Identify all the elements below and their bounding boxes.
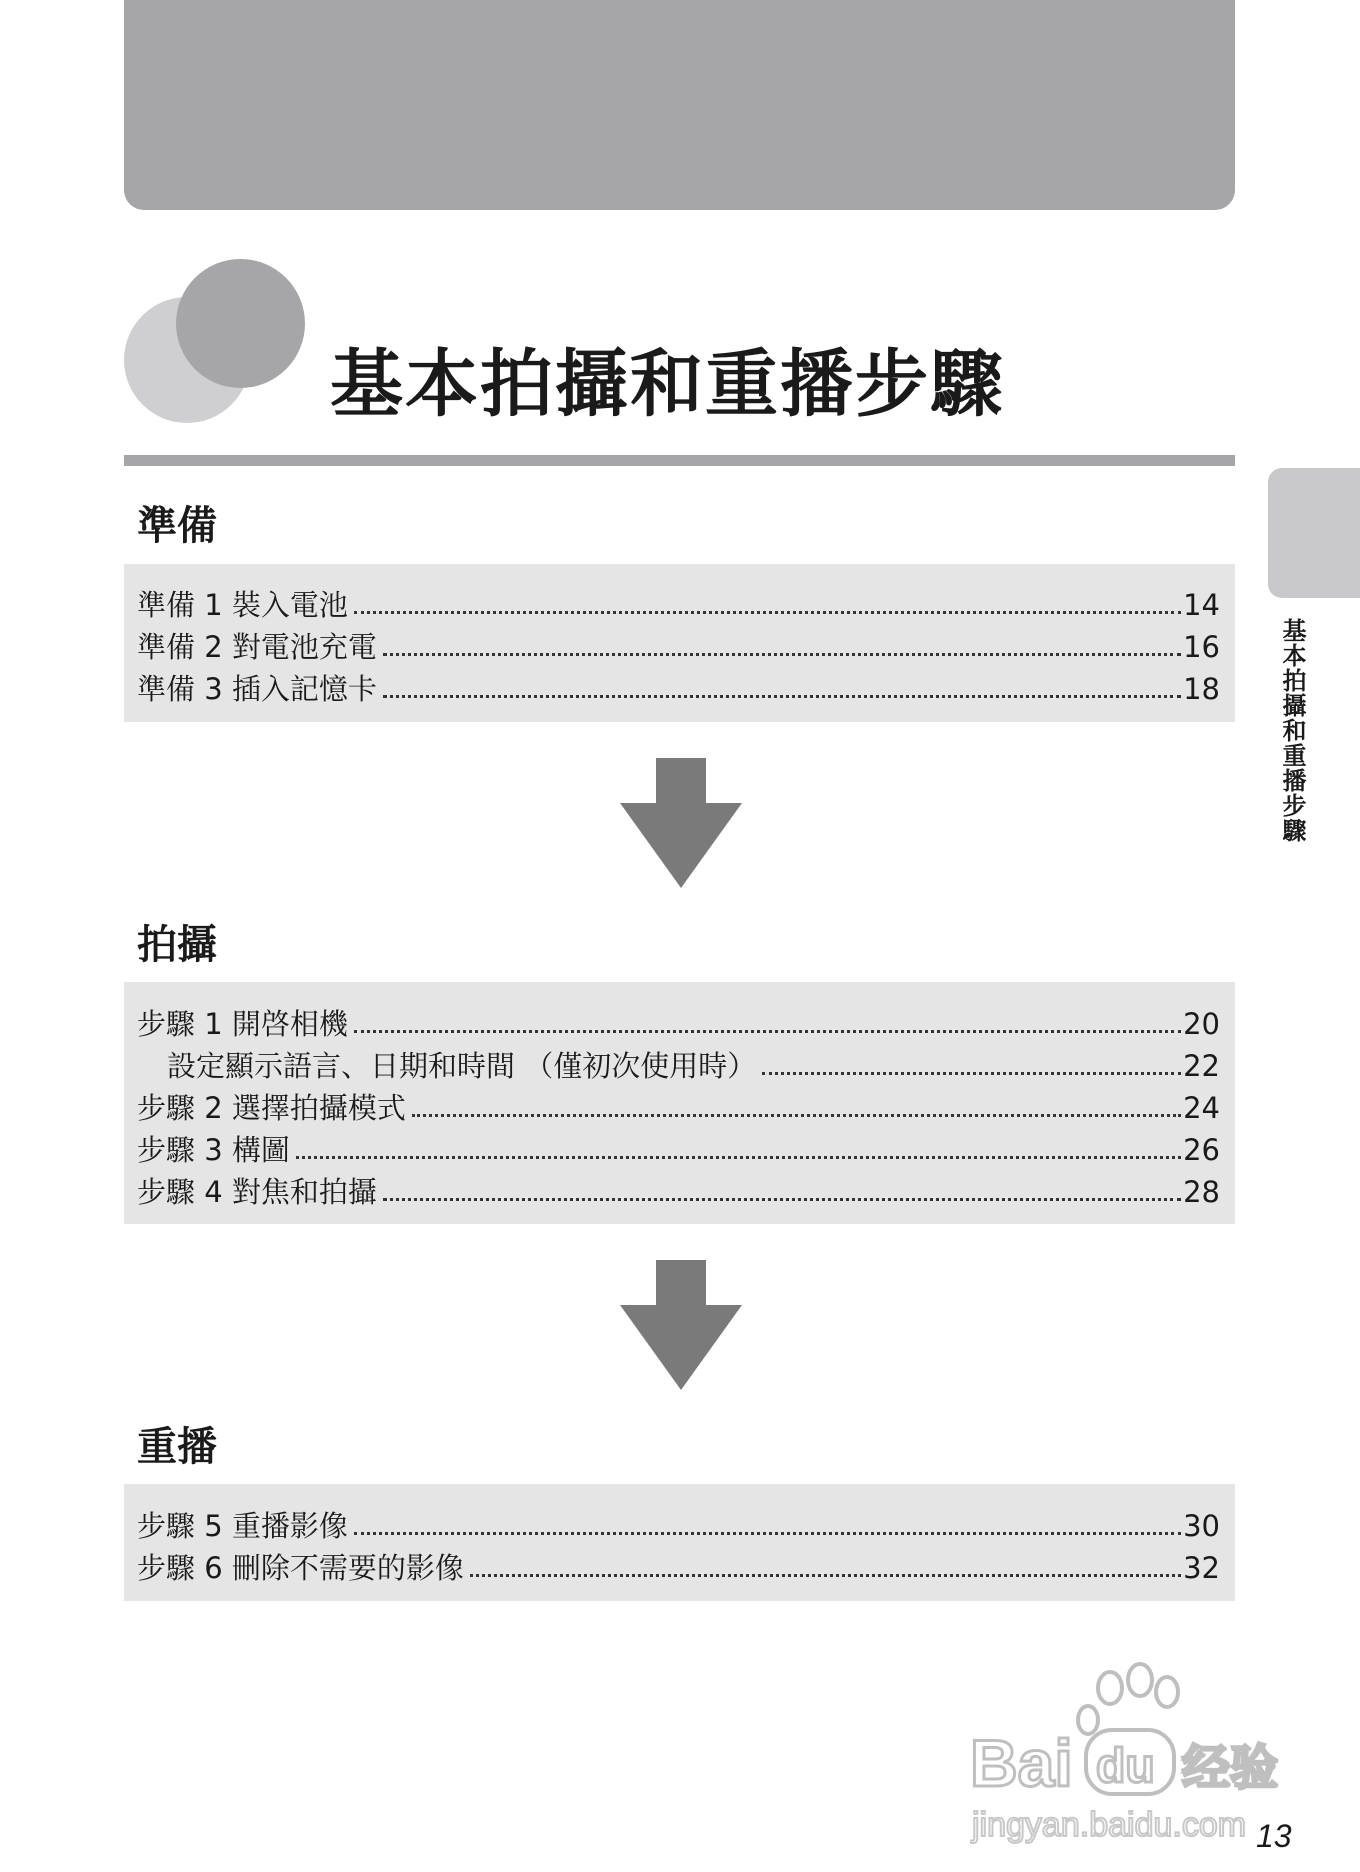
leader-dots (354, 1532, 1181, 1535)
toc-item[interactable] (137, 1509, 1220, 1543)
side-tab (1268, 468, 1360, 598)
toc-item-page: 28 (1183, 1175, 1220, 1209)
leader-dots (354, 1030, 1181, 1033)
section-heading-playback: 重播 (137, 1424, 217, 1470)
toc-item-page: 20 (1183, 1007, 1220, 1041)
leader-dots (412, 1114, 1181, 1117)
toc-item[interactable] (137, 588, 1220, 622)
leader-dots (296, 1156, 1181, 1159)
toc-item-page: 16 (1183, 630, 1220, 664)
svg-text:du: du (1096, 1740, 1155, 1793)
toc-item[interactable] (137, 1133, 1220, 1167)
toc-item-label: 步驟 3 構圖 (137, 1133, 290, 1167)
section-heading-prepare: 準備 (137, 503, 217, 549)
toc-item-label: 步驟 6 刪除不需要的影像 (137, 1551, 464, 1585)
down-arrow-icon (620, 758, 742, 888)
watermark-cn: 经验 (1182, 1740, 1279, 1796)
toc-item-page: 14 (1183, 588, 1220, 622)
toc-box-prepare (124, 564, 1235, 722)
decorative-circle-dark (176, 259, 305, 388)
toc-item-label: 設定顯示語言、日期和時間 （僅初次使用時） (167, 1049, 757, 1083)
toc-item-page: 32 (1183, 1551, 1220, 1585)
toc-item[interactable] (137, 672, 1220, 706)
toc-item[interactable] (137, 1007, 1220, 1041)
header-band (124, 0, 1235, 210)
baidu-watermark (960, 1658, 1300, 1868)
toc-item-label: 準備 1 裝入電池 (137, 588, 348, 622)
toc-item-label: 步驟 2 選擇拍攝模式 (137, 1091, 406, 1125)
toc-item-page: 18 (1183, 672, 1220, 706)
toc-item-label: 步驟 4 對焦和拍攝 (137, 1175, 377, 1209)
toc-item[interactable] (137, 1091, 1220, 1125)
toc-item-page: 30 (1183, 1509, 1220, 1543)
watermark-url: jingyan.baidu.com (972, 1806, 1247, 1844)
leader-dots (383, 653, 1181, 656)
watermark-brand: Bai (970, 1726, 1073, 1800)
toc-item-label: 準備 2 對電池充電 (137, 630, 377, 664)
side-tab-label: 基本拍攝和重播步驟 (1278, 618, 1306, 843)
paw-icon (1078, 1664, 1178, 1734)
chapter-title: 基本拍攝和重播步驟 (330, 342, 1005, 427)
toc-item-page: 26 (1183, 1133, 1220, 1167)
toc-box-shoot (124, 982, 1235, 1224)
toc-item-label: 步驟 1 開啓相機 (137, 1007, 348, 1041)
toc-item-label: 準備 3 插入記憶卡 (137, 672, 377, 706)
title-rule (124, 455, 1235, 466)
toc-box-playback (124, 1484, 1235, 1601)
toc-item-page: 24 (1183, 1091, 1220, 1125)
leader-dots (762, 1072, 1181, 1075)
watermark-du-badge (1086, 1730, 1174, 1794)
toc-item[interactable] (137, 1551, 1220, 1585)
down-arrow-icon (620, 1260, 742, 1390)
leader-dots (354, 611, 1181, 614)
toc-item[interactable] (137, 1175, 1220, 1209)
toc-item[interactable] (137, 630, 1220, 664)
toc-item-page: 22 (1183, 1049, 1220, 1083)
leader-dots (470, 1574, 1181, 1577)
toc-item[interactable] (167, 1049, 1220, 1083)
page-number: 13 (1256, 1818, 1292, 1854)
leader-dots (383, 695, 1181, 698)
section-heading-shoot: 拍攝 (137, 922, 217, 968)
toc-item-label: 步驟 5 重播影像 (137, 1509, 348, 1543)
leader-dots (383, 1198, 1181, 1201)
